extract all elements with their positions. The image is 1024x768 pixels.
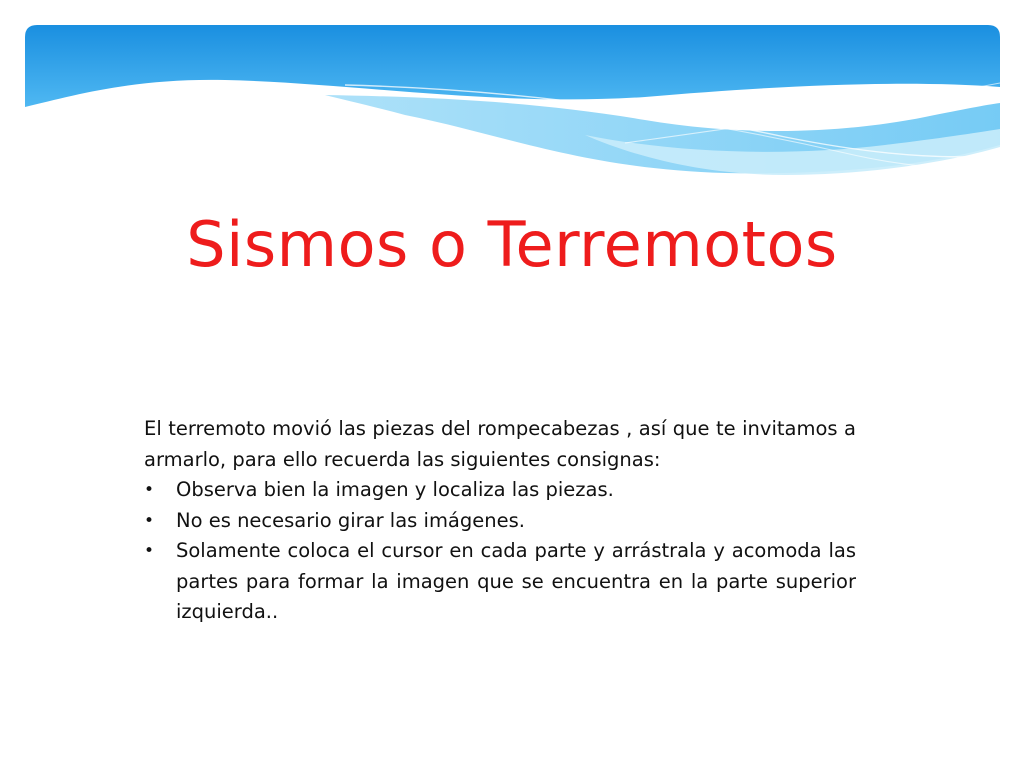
bullet-icon: • <box>144 510 155 531</box>
content-box <box>144 414 856 628</box>
slide-title: Sismos o Terremotos <box>186 208 838 281</box>
bullet-item-3 <box>144 536 856 628</box>
bullet-text-1: Observa bien la imagen y localiza las piezas. <box>176 478 614 501</box>
bullet-text-2: No es necesario girar las imágenes. <box>176 508 525 532</box>
bullet-item-2 <box>144 506 856 537</box>
intro-paragraph: El terremoto movió las piezas del rompecabezas , así que te invitamos a armarlo, para ello recuerda las siguientes consignas: <box>144 417 856 471</box>
bullet-list <box>144 475 856 628</box>
bullet-item-1 <box>144 475 856 506</box>
bullet-icon: • <box>144 480 155 500</box>
bullet-text-3: Solamente coloca el cursor en cada parte y arrástrala y acomoda las partes para formar la imagen que se encuentra en la parte superior izquierda.. <box>176 539 856 623</box>
wave-banner <box>25 25 1000 190</box>
bullet-icon: • <box>144 541 155 561</box>
